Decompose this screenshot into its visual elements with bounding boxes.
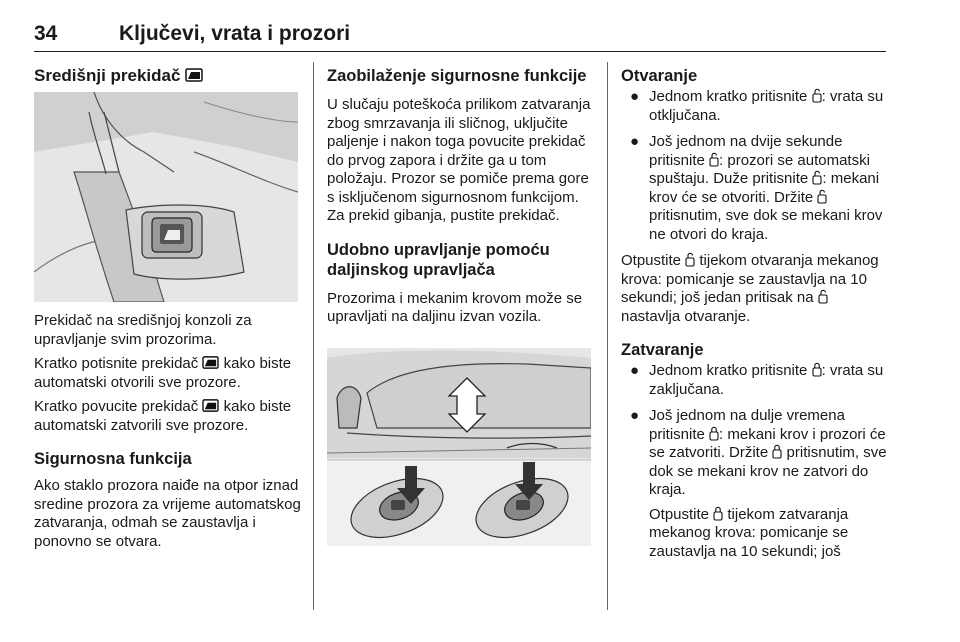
page-number: 34 — [34, 22, 58, 45]
column-3 — [621, 66, 889, 561]
opening-heading: Otvaranje — [621, 67, 698, 85]
close-all-instruction: Kratko povucite prekidač kako biste automatski zatvorili sve prozore. — [34, 398, 292, 434]
key-unlock-icon — [818, 289, 828, 304]
opening-release-note: Otpustite tijekom otvaranja mekanog krova: pomicanje se zaustavlja na 10 sekundi; još jedan pritisak na nastavlja otvaranje. — [621, 252, 879, 325]
window-switch-icon — [202, 398, 219, 413]
closing-step-2: ● Još jednom na dulje vremena pritisnite : mekani krov i prozori će se zatvoriti. Držite pritisnutim, sve dok se mekani krov ne zatvori do kraja. — [630, 407, 887, 498]
remote-control-heading: Udobno upravljanje pomoću daljinskog upravljača — [327, 240, 550, 279]
key-lock-icon — [772, 444, 782, 459]
remote-control-text: Prozorima i mekanim krovom može se upravljati na daljinu izvan vozila. — [327, 289, 583, 325]
central-switch-description: Prekidač na središnjoj konzoli za upravljanje svim prozorima. — [34, 312, 252, 348]
closing-release-note: Otpustite tijekom zatvaranja mekanog krova: pomicanje se zaustavlja na 10 sekundi; još — [649, 505, 849, 560]
key-unlock-icon — [812, 170, 822, 185]
key-lock-icon — [713, 506, 723, 521]
central-switch-heading: Središnji prekidač — [34, 66, 302, 86]
page-header — [34, 22, 886, 52]
chapter-title: Ključevi, vrata i prozori — [119, 22, 351, 45]
key-unlock-icon — [817, 189, 827, 204]
bullet: ● — [630, 407, 640, 424]
opening-step-2: ● Još jednom na dvije sekunde pritisnite : prozori se automatski spuštaju. Duže pritisnite : mekani krov će se otvoriti. Držite pritisnutim, sve dok se mekani krov ne otvori do kraja. — [630, 133, 883, 243]
window-switch-icon — [202, 355, 219, 370]
closing-heading: Zatvaranje — [621, 341, 704, 359]
bullet: ● — [630, 133, 640, 150]
column-divider — [607, 62, 608, 610]
header-rule — [34, 51, 886, 52]
column-2 — [327, 66, 595, 546]
center-console-figure — [34, 92, 298, 302]
safety-function-heading: Sigurnosna funkcija — [34, 450, 192, 468]
key-unlock-icon — [812, 88, 822, 103]
bullet: ● — [630, 362, 640, 379]
key-lock-icon — [709, 426, 719, 441]
key-unlock-icon — [709, 152, 719, 167]
bullet: ● — [630, 88, 640, 105]
bypass-safety-text: U slučaju poteškoća prilikom zatvaranja zbog smrzavanja ili sličnog, uključite paljenje i nakon toga povucite prekidač do prvog zapora i držite ga u tom položaju. Prozor se pomiče prema gore s isključenom sigurnosnom funkcijom. Za prekid gibanja, pustite prekidač. — [327, 96, 591, 224]
remote-window-figure — [327, 348, 591, 546]
key-unlock-icon — [685, 252, 695, 267]
bypass-safety-heading: Zaobilaženje sigurnosne funkcije — [327, 67, 587, 85]
key-lock-icon — [812, 362, 822, 377]
window-switch-icon — [185, 67, 203, 83]
column-1 — [34, 66, 302, 551]
closing-step-1: ● Jednom kratko pritisnite : vrata su zaključana. — [630, 362, 884, 398]
open-all-instruction: Kratko potisnite prekidač kako biste automatski otvorili sve prozore. — [34, 355, 292, 391]
safety-function-text: Ako staklo prozora naiđe na otpor iznad sredine prozora za vrijeme automatskog zatvaranja, odmah se zaustavlja i ponovno se otvara. — [34, 477, 301, 550]
opening-step-1: ● Jednom kratko pritisnite : vrata su otključana. — [630, 88, 884, 124]
column-divider — [313, 62, 314, 610]
